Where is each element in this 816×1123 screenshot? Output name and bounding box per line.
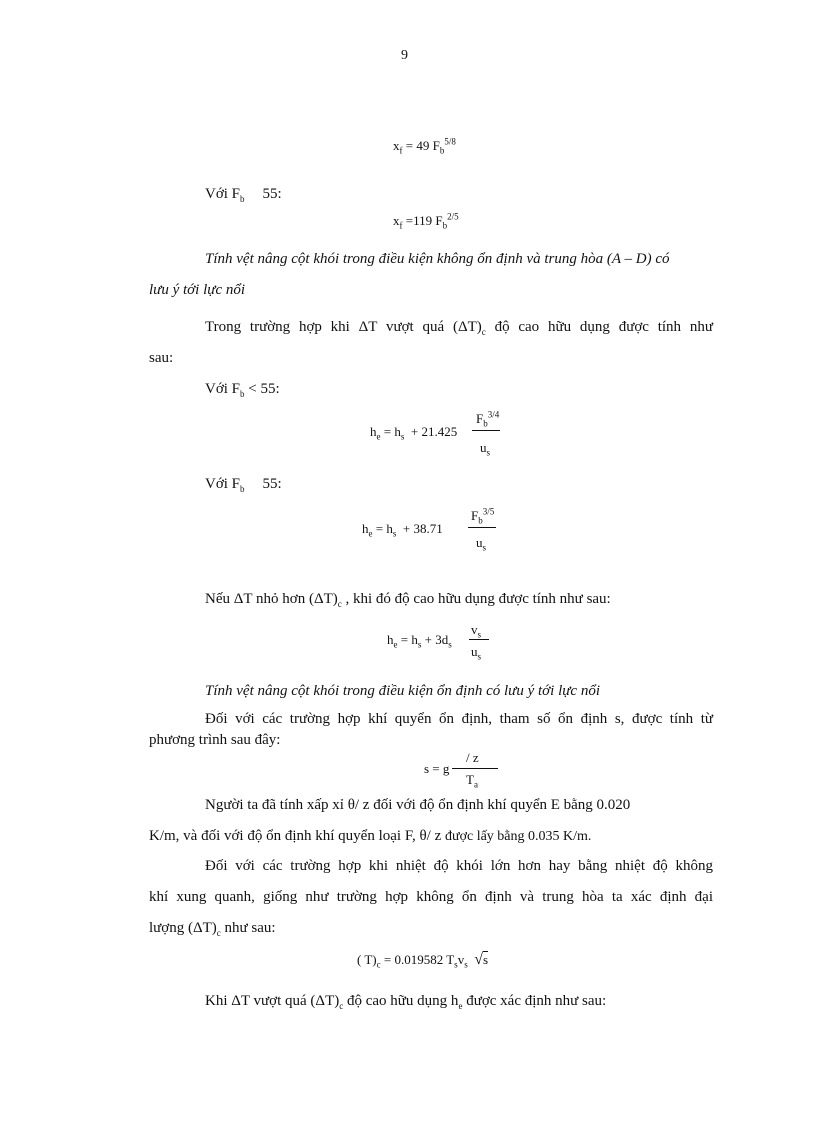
equation-he-3-numerator: $v_s$ (471, 622, 482, 640)
paragraph-exceed-line1: Trong trường hợp khi ΔT vượt quá $(\Delta T)_c$ độ cao hữu dụng được tính như (205, 319, 713, 337)
condition-fb-ge-55-2: Với $F_b$ 55: (205, 476, 282, 494)
equation-he-2: $h_e = h_s + 38.71$ (362, 521, 443, 539)
equation-he-2-denominator: $u_s$ (476, 535, 487, 553)
paragraph-stable-line1: Đối với các trường hợp khí quyển ổn định, tham số ổn định s, được tính từ (205, 711, 713, 727)
equation-he-3: $h_e = h_s + 3d_s$ (387, 632, 452, 650)
equation-s-numerator: / z (466, 750, 479, 765)
equation-s-fraction-bar (452, 768, 498, 769)
condition-fb-lt-55: Với $F_b < 55$: (205, 381, 280, 399)
paragraph-hot-line3: lượng $(\Delta T)_c$ như sau: (149, 920, 276, 938)
paragraph-exceed-line2: sau: (149, 350, 174, 366)
equation-xf-1: $x_f = 49$ $F_b^{5/8}$ (393, 136, 456, 156)
equation-s-denominator: $T_a$ (466, 772, 478, 790)
equation-delta-t-c: ( $T)_c = 0.019582$ $T_sv_s$ √s (357, 951, 489, 970)
equation-he-3-denominator: $u_s$ (471, 644, 482, 662)
equation-he-1-numerator: $F_b^{3/4}$ (476, 409, 500, 429)
paragraph-hot-line2: khí xung quanh, giống như trường hợp không ổn định và trung hòa ta xác định đại (149, 889, 713, 905)
paragraph-approx-line2: K/m, và đối với độ ổn định khí quyển loại F, θ/ z được lấy bằng 0.035 K/m. (149, 828, 592, 844)
heading-unstable-line2: lưu ý tới lực nổi (149, 282, 246, 298)
condition-fb-ge-55-1: Với $F_b$ 55: (205, 186, 282, 204)
equation-he-1-fraction-bar (472, 430, 500, 431)
equation-he-2-numerator: $F_b^{3/5}$ (471, 506, 495, 526)
paragraph-approx-line1: Người ta đã tính xấp xỉ θ/ z đối với độ ổn định khí quyển E bằng 0.020 (205, 797, 631, 813)
equation-he-3-fraction-bar (469, 639, 489, 640)
equation-he-2-fraction-bar (468, 527, 496, 528)
equation-xf-2: $x_f =119$ $F_b^{2/5}$ (393, 211, 459, 231)
heading-stable: Tính vệt nâng cột khói trong điều kiện ổn định có lưu ý tới lực nổi (205, 683, 600, 699)
paragraph-final: Khi ΔT vượt quá $(\Delta T)_c$ độ cao hữu dụng $h_e$ được xác định như sau: (205, 993, 607, 1011)
equation-he-1: $h_e = h_s + 21.425$ (370, 424, 458, 442)
paragraph-hot-line1: Đối với các trường hợp khi nhiệt độ khói lớn hơn hay bằng nhiệt độ không (205, 858, 713, 874)
paragraph-smaller: Nếu ΔT nhỏ hơn $(\Delta T)_c$ , khi đó độ cao hữu dụng được tính như sau: (205, 591, 611, 609)
paragraph-stable-line2: phương trình sau đây: (149, 732, 281, 748)
equation-he-1-denominator: $u_s$ (480, 440, 491, 458)
heading-unstable-line1: Tính vệt nâng cột khói trong điều kiện không ổn định và trung hòa (A – D) có (205, 251, 670, 267)
equation-s: s = g (424, 761, 450, 776)
page-number: 9 (401, 48, 408, 63)
